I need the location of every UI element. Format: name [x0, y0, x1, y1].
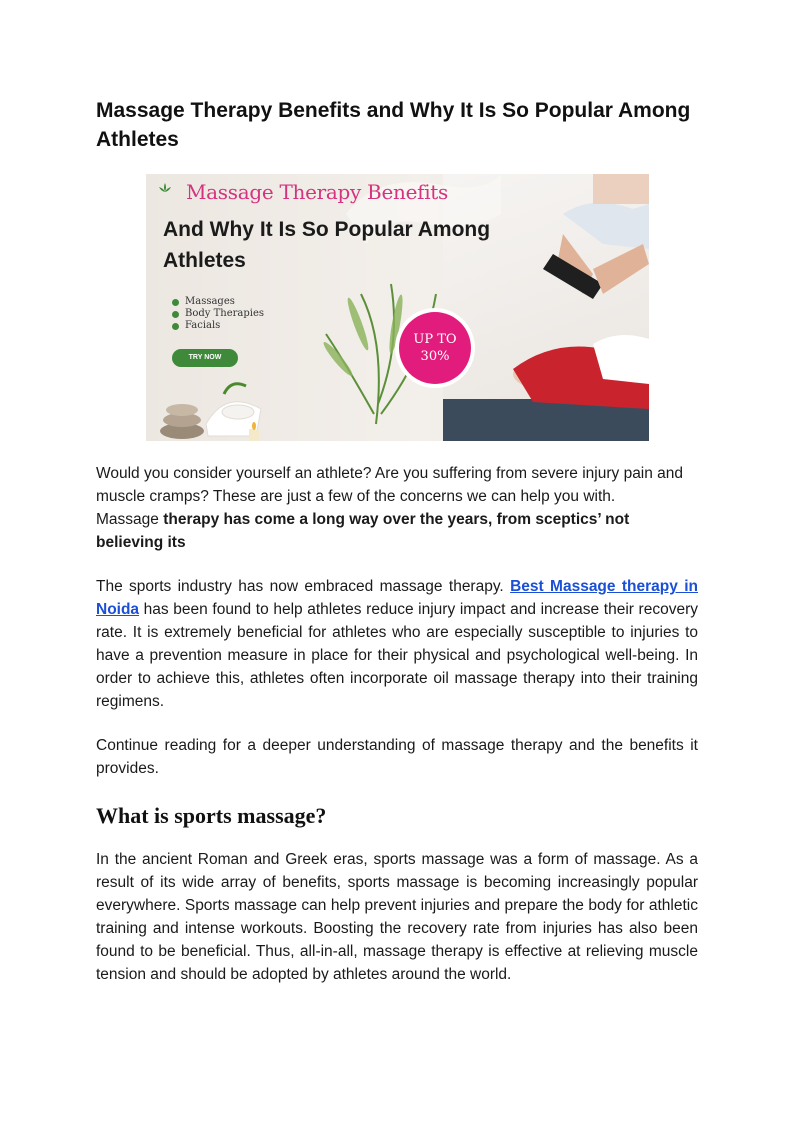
document-page: [96, 96, 698, 986]
intro-question: Would you consider yourself an athlete? Are you suffering from severe injury pain and muscle cramps? These are just a few of the concerns we can help you with.: [96, 465, 684, 505]
banner-service-item: Facials: [172, 320, 264, 332]
intro-statement-bold: therapy has come a long way over the years, from sceptics’ not believing its: [96, 511, 630, 551]
paragraph-industry-rest: has been found to help athletes reduce injury impact and increase their recovery rate. It is extremely beneficial for athletes who are especially susceptible to injuries to have a prevention measure in place for their physical and psychological well-being. In order to achieve this, athletes often incorporate oil massage therapy into their training regimens.: [96, 601, 698, 710]
hero-banner-image: [146, 174, 649, 441]
banner-heading-bold: And Why It Is So Popular Among Athletes: [163, 218, 491, 272]
banner-heading-script: Massage Therapy Benefits: [186, 180, 448, 204]
intro-statement-plain: Massage: [96, 511, 164, 528]
discount-badge-line2: 30%: [420, 349, 450, 364]
discount-badge: [399, 312, 471, 384]
paragraph-industry-start: The sports industry has now embraced massage therapy.: [96, 578, 511, 595]
lotus-logo-icon: [158, 181, 172, 195]
paragraph-industry: [96, 575, 698, 713]
banner-service-item: Massages: [172, 296, 264, 308]
page-title: Massage Therapy Benefits and Why It Is So Popular Among Athletes: [96, 99, 691, 151]
section-heading-sports-massage: What is sports massage?: [96, 803, 327, 828]
paragraph-continue: Continue reading for a deeper understanding of massage therapy and the benefits it provides.: [96, 737, 698, 777]
banner-services-list: [172, 296, 264, 332]
best-massage-noida-link[interactable]: Best Massage therapy in Noida: [96, 578, 698, 618]
paragraph-sports-massage: In the ancient Roman and Greek eras, sports massage was a form of massage. As a result of its wide array of benefits, sports massage is becoming increasingly popular everywhere. Sports massage can help prevent injuries and prepare the body for athletic training and intense workouts. Boosting the recovery rate from injuries has also been found to be beneficial. Thus, all-in-all, massage therapy is effective at relieving muscle tension and should be adopted by athletes around the world.: [96, 851, 698, 983]
intro-statement: [96, 508, 698, 554]
banner-service-item: Body Therapies: [172, 308, 264, 320]
try-now-button[interactable]: TRY NOW: [172, 349, 238, 367]
discount-badge-line1: UP TO: [413, 332, 457, 347]
